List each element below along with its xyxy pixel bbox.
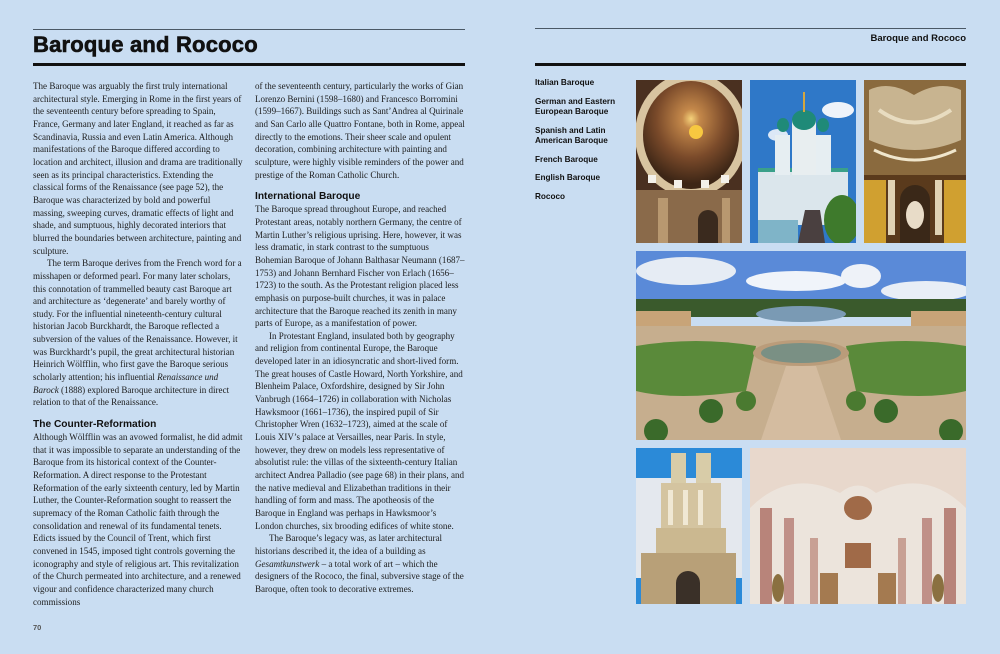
section-list: [535, 78, 630, 210]
running-head: Baroque and Rococo: [870, 33, 966, 44]
section-link-rococo[interactable]: Rococo: [535, 191, 566, 201]
page-title: Baroque and Rococo: [33, 32, 258, 57]
section-link-spanish-latin-american-baroque[interactable]: Spanish and Latin American Baroque: [535, 125, 608, 145]
term-paragraph: The term Baroque derives from the French word for a misshapen or deformed pearl. For many later scholars, this connotation of trammelled beauty cast Baroque art and architecture as ‘degenerate’ and barely worthy of study. For the influential nineteenth-century cultural historian Jacob Burckhardt, the Baroque reflected a subversion of the values of the Renaissance. However, it was Burckhardt’s pupil, the great architectural historian Heinrich Wölfflin, who first gave the Baroque serious scholarly attention; his influential Renaissance und Barock (1888) explored Baroque architecture in direct relation to that of the Renaissance.: [33, 258, 242, 408]
rococo-interior-photo: [750, 448, 966, 604]
gilded-altar-photo: [864, 80, 966, 243]
section-link-german-eastern-baroque[interactable]: German and Eastern European Baroque: [535, 96, 616, 116]
section-link-italian-baroque[interactable]: Italian Baroque: [535, 78, 595, 87]
onion-dome-church-photo: [750, 80, 856, 243]
legacy-paragraph: The Baroque’s legacy was, as later architectural historians described it, the idea of a building as Gesamtkunstwerk – a total work of art – which the designers of the Rococo, the final, subversive stage of the Baroque, often took to decorative extremes.: [255, 533, 464, 594]
header-rule-right: [535, 63, 966, 66]
continued-paragraph: of the seventeenth century, particularly the works of Gian Lorenzo Bernini (1598–1680) and Francesco Borromini (1599–1667). Buildings such as Sant’Andrea al Quirinale and San Carlo alle Quattro Fontane, both in Rome, appeal directly to the emotions. Their sheer scale and opulent decoration, combining architecture with painting and sculpture, were highly visible reminders of the power and prestige of the Roman Catholic Church.: [255, 81, 465, 180]
section-heading-counter-reformation: The Counter-Reformation: [33, 419, 157, 431]
intro-paragraph: The Baroque was arguably the first truly international architectural style. Emerging in Rome in the first years of the seventeenth century before spreading to Spain, France, Germany and later England, it reached as far as Scandinavia, Russia and even Latin America. Although manifestations of the Baroque differed according to location and architect, illusion and drama are traditionally seen as its principal characteristics. Extending the classical forms of the Renaissance (see page 52), the Baroque was characterized by bold and powerful massing, sweeping curves, dramatic effects of light and shade, and sumptuous, highly decorated interiors that blurred the boundaries between architecture, painting and sculpture.: [33, 81, 243, 256]
section-heading-international-baroque: International Baroque: [255, 191, 361, 203]
london-church-tower-photo: [636, 448, 742, 604]
book-title: Renaissance und Barock: [33, 372, 219, 395]
text-column-left: [33, 80, 243, 608]
international-paragraph: The Baroque spread throughout Europe, and reached Protestant areas, notably northern Germany, the centre of Martin Luther’s religious uprising. Here, however, it was less dramatic, in stark contrast to the sumptuous Bohemian Baroque of Johann Balthasar Neumann (1687–1753) and Johann Bernhard Fischer von Erlach (1656–1723) to the south. As the Protestant religion placed less emphasis on purpose-built churches, it was in palace architecture that the Baroque reached its zenith in many parts of Europe, as a manifestation of power.: [255, 204, 465, 329]
england-paragraph: In Protestant England, insulated both by geography and religion from continental Europe, the Baroque developed later in an idiosyncratic and short-lived form. The great houses of Castle Howard, North Yorkshire, and Blenheim Palace, Oxfordshire, designed by Sir John Vanbrugh (1664–1726) in collaboration with Nicholas Hawksmoor (1661–1736), the inspired pupil of Sir Christopher Wren (1632–1723), aimed at the scale of Louis XIV’s palace at Versailles, near Paris. In style, however, they drew on models less representative of absolutist rule: the villas of the sixteenth-century Italian architect Andrea Palladio (see page 68) in their plans, and the native medieval and Elizabethan traditions in their handling of form and mass. The apotheosis of the Baroque in England was perhaps in Hawksmoor’s London churches, six brooding edifices of white stone.: [255, 330, 465, 531]
top-rule-right: [535, 28, 966, 29]
section-link-english-baroque[interactable]: English Baroque: [535, 173, 601, 182]
formal-garden-panorama-photo: [636, 251, 966, 440]
dome-interior-photo: [636, 80, 742, 243]
counter-reformation-paragraph: Although Wölfflin was an avowed formalist, he did admit that it was impossible to separate an understanding of the Baroque from its historical context of the Counter-Reformation. A direct response to the Protestant Reformation of the early sixteenth century, led by Martin Luther, the Counter-Reformation sought to reassert the supremacy of the Roman Catholic faith through the consolidation and renewal of its fundamental tenets. Edicts issued by the Council of Trent, which first convened in 1545, imposed tight controls governing the iconography and style of religious art. This revitalization of the Church permeated into architecture, and a renewed vigour and confidence characterized many church commissions: [33, 432, 243, 607]
title-underline-rule: [33, 63, 465, 66]
gesamtkunstwerk-term: Gesamtkunstwerk: [255, 558, 320, 569]
page-number: 70: [33, 623, 42, 632]
top-rule-left: [33, 29, 465, 30]
section-link-french-baroque[interactable]: French Baroque: [535, 154, 598, 164]
text-column-right: [255, 80, 465, 596]
